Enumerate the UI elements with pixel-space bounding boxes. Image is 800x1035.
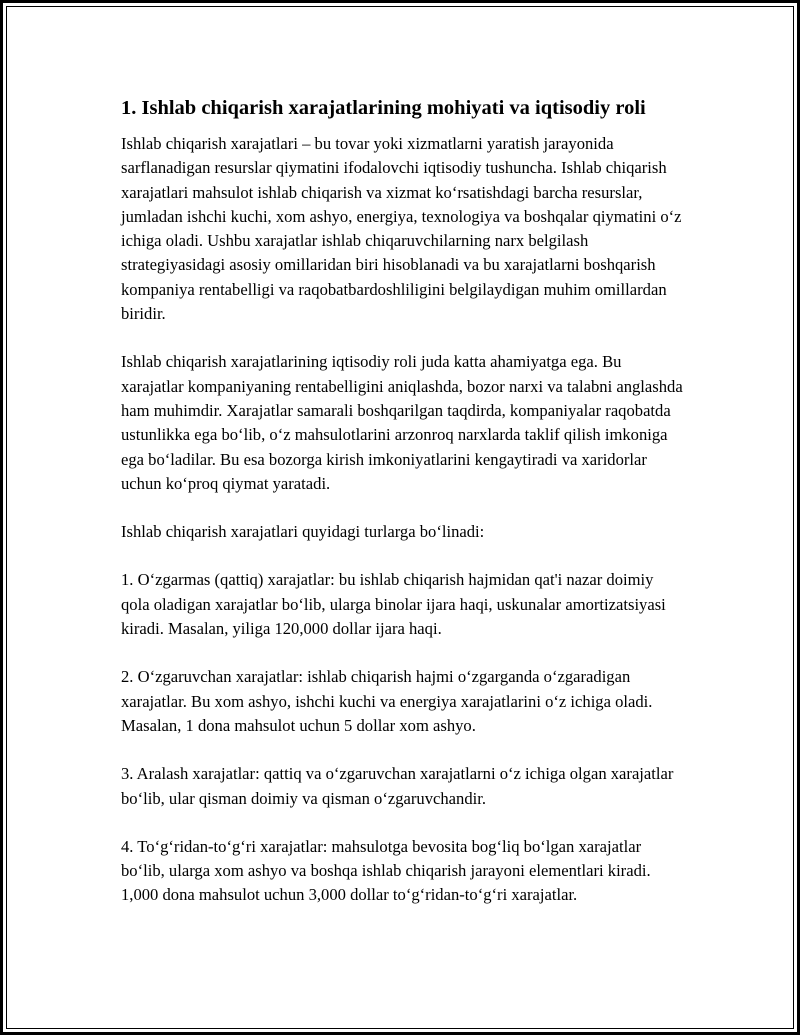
- list-item-mixed-costs: 3. Aralash xarajatlar: qattiq va o‘zgaruvchan xarajatlarni o‘z ichiga olgan xarajatlar bo‘lib, ular qisman doimiy va qisman o‘zgaruvchandir.: [121, 764, 674, 808]
- paragraph-economic-role: Ishlab chiqarish xarajatlarining iqtisodiy roli juda katta ahamiyatga ega. Bu xarajatlar kompaniyaning rentabelligini aniqlashda, bozor narxi va talabni anglashda ham muhimdir. Xarajatlar samarali boshqarilgan taqdirda, kompaniyalar raqobatda ustunlikka ega bo‘lib, o‘z mahsulotlarini arzonroq narxlarda taklif qilish imkoniga ega bo‘ladilar. Bu esa bozorga kirish imkoniyatlarini kengaytiradi va xaridorlar uchun ko‘proq qiymat yaratadi.: [121, 352, 683, 493]
- paragraph-definition: Ishlab chiqarish xarajatlari – bu tovar yoki xizmatlarni yaratish jarayonida sarflanadigan resurslar qiymatini ifodalovchi iqtisodiy tushuncha. Ishlab chiqarish xarajatlari mahsulot ishlab chiqarish va xizmat ko‘rsatishdagi barcha resurslar, jumladan ishchi kuchi, xom ashyo, energiya, texnologiya va boshqalar qiymatini o‘z ichiga oladi. Ushbu xarajatlar ishlab chiqaruvchilarning narx belgilash strategiyasidagi asosiy omillaridan biri hisoblanadi va bu xarajatlarni boshqarish kompaniya rentabelligi va raqobatbardoshliligini belgilaydigan muhim omillardan biridir.: [121, 134, 682, 324]
- list-item-direct-costs: 4. To‘g‘ridan-to‘g‘ri xarajatlar: mahsulotga bevosita bog‘liq bo‘lgan xarajatlar bo‘lib, ularga xom ashyo va boshqa ishlab chiqarish jarayoni elementlari kiradi. 1,000 dona mahsulot uchun 3,000 dollar to‘g‘ridan-to‘g‘ri xarajatlar.: [121, 836, 651, 905]
- list-item-variable-costs: 2. O‘zgaruvchan xarajatlar: ishlab chiqarish hajmi o‘zgarganda o‘zgaradigan xarajatlar. Bu xom ashyo, ishchi kuchi va energiya xarajatlarini o‘z ichiga oladi. Masalan, 1 dona mahsulot uchun 5 dollar xom ashyo.: [121, 667, 653, 735]
- list-item-fixed-costs: 1. O‘zgarmas (qattiq) xarajatlar: bu ishlab chiqarish hajmidan qat'i nazar doimiy qola oladigan xarajatlar bo‘lib, ularga binolar ijara haqi, uskunalar amortizatsiyasi kiradi. Masalan, yiliga 120,000 dollar ijara haqi.: [121, 570, 666, 639]
- paragraph-types-intro: Ishlab chiqarish xarajatlari quyidagi turlarga bo‘linadi:: [121, 522, 485, 542]
- section-title: 1. Ishlab chiqarish xarajatlarining mohiyati va iqtisodiy roli: [121, 97, 646, 119]
